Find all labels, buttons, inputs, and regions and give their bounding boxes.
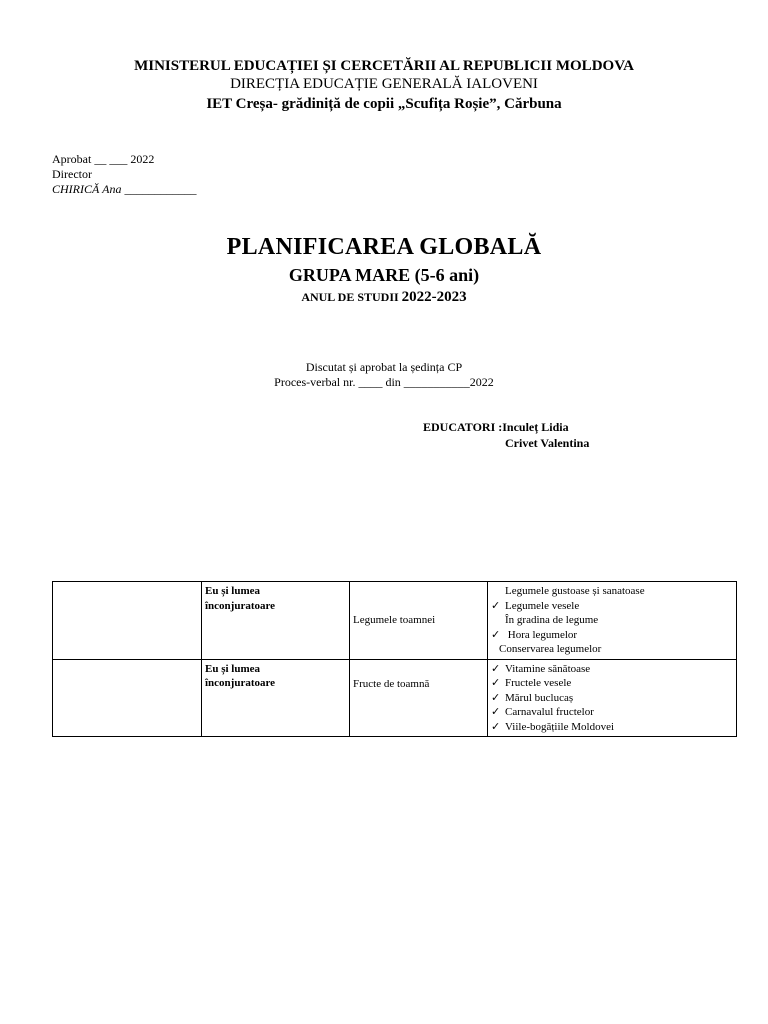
list-item: ✓ Legumele vesele — [491, 599, 580, 612]
educator-name-1: Inculeț Lidia — [502, 420, 569, 434]
table-row — [53, 582, 737, 660]
table-cell-empty — [53, 582, 202, 660]
checkmark-icon: ✓ — [491, 599, 501, 612]
approval-block — [52, 152, 196, 197]
table-cell-topic: Legumele toamnei — [350, 582, 488, 660]
table-cell-activities — [488, 582, 737, 660]
discussion-line2: Proces-verbal nr. ____ din ___________2022 — [274, 375, 494, 389]
list-item: ✓ Mărul buclucaș — [491, 691, 574, 704]
page-title: PLANIFICAREA GLOBALĂ — [226, 234, 542, 260]
approval-signature: CHIRICĂ Ana ____________ — [52, 182, 197, 196]
directorate-name: DIRECȚIA EDUCAȚIE GENERALĂ IALOVENI — [230, 76, 538, 92]
ministry-name: MINISTERUL EDUCAȚIEI ȘI CERCETĂRII AL REPUBLICII MOLDOVA — [134, 58, 634, 74]
table-cell-topic: Fructe de toamnă — [353, 677, 430, 690]
discussion-block — [0, 360, 768, 390]
list-item: ✓ Carnavalul fructelor — [491, 706, 594, 718]
checkmark-icon: ✓ — [491, 720, 501, 733]
educator-name-2: Crivet Valentina — [505, 436, 590, 450]
institution-name: IET Creșa- grădiniță de copii „Scufița Roșie”, Cărbuna — [206, 96, 562, 112]
table-cell-domain: Eu și lumea înconjuratoare — [202, 582, 350, 660]
approval-role: Director — [52, 167, 92, 181]
table-cell-activities — [488, 659, 737, 737]
table-cell-domain: Eu și lumea înconjuratoare — [202, 659, 350, 737]
list-item: Legumele gustoase și sanatoase — [505, 585, 645, 597]
list-item: ✓ Fructele vesele — [491, 677, 572, 689]
list-item: Conservarea legumelor — [499, 643, 602, 655]
list-item: În gradina de legume — [505, 614, 599, 626]
discussion-line1: Discutat și aprobat la ședința CP — [305, 360, 463, 374]
school-year-label: ANUL DE STUDII — [301, 290, 402, 304]
list-item: ✓ Viile-bogățiile Moldovei — [491, 720, 615, 733]
table-row — [53, 659, 737, 737]
checkmark-icon: ✓ — [491, 691, 501, 704]
educators-label: EDUCATORI : — [423, 420, 503, 434]
group-subtitle: GRUPA MARE (5-6 ani) — [288, 265, 480, 285]
list-item: ✓ Hora legumelor — [491, 628, 578, 641]
checkmark-icon: ✓ — [491, 677, 501, 689]
planning-table — [52, 581, 737, 737]
school-year — [0, 289, 768, 306]
educators-block — [423, 419, 589, 451]
school-year-value: 2022-2023 — [401, 289, 467, 305]
approval-date: Aprobat __ ___ 2022 — [52, 152, 155, 166]
checkmark-icon: ✓ — [491, 662, 501, 675]
checkmark-icon: ✓ — [491, 628, 501, 641]
list-item: ✓ Vitamine sănătoase — [491, 662, 591, 675]
checkmark-icon: ✓ — [491, 706, 501, 718]
table-cell-empty — [53, 659, 202, 737]
